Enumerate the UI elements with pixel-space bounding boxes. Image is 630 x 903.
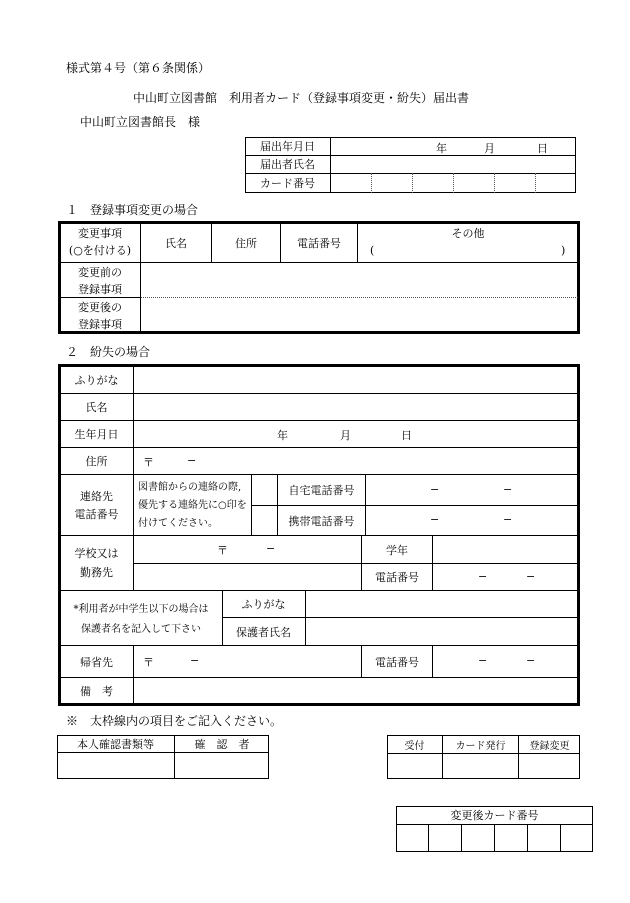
section2-heading: ２ 紛失の場合 bbox=[66, 345, 151, 359]
section1-heading: １ 登録事項変更の場合 bbox=[66, 203, 199, 217]
furigana-label: ふりがな bbox=[74, 373, 119, 387]
card-number-label: カード番号 bbox=[260, 177, 315, 190]
received-label: 受付 bbox=[404, 740, 425, 752]
id-doc-label: 本人確認書類等 bbox=[77, 737, 154, 751]
new-card-number-field[interactable] bbox=[397, 825, 592, 851]
applicant-name-field[interactable] bbox=[331, 156, 575, 172]
grade-field[interactable] bbox=[433, 536, 577, 562]
name-label: 届出者氏名 bbox=[260, 158, 315, 171]
day-label: 日 bbox=[537, 142, 548, 155]
birthdate-field[interactable] bbox=[134, 421, 577, 446]
mobile-phone-dash-2: − bbox=[503, 513, 513, 526]
contact-note-2: 優先する連絡先に○印を bbox=[138, 500, 247, 511]
before-field[interactable] bbox=[141, 263, 577, 296]
grade-label: 学年 bbox=[386, 543, 408, 557]
return-phone-dash-1: − bbox=[478, 654, 488, 667]
remarks-label: 備 考 bbox=[80, 685, 113, 698]
school-label-2: 勤務先 bbox=[80, 566, 113, 579]
before-label-2: 登録事項 bbox=[78, 282, 122, 296]
guardian-furigana-label: ふりがな bbox=[241, 598, 286, 611]
return-postal-dash: − bbox=[190, 654, 200, 667]
minor-note-2: 保護者名を記入して下さい bbox=[81, 623, 201, 635]
after-label-2: 登録事項 bbox=[78, 317, 122, 331]
date-label: 届出年月日 bbox=[260, 140, 315, 153]
postal-mark: 〒 bbox=[143, 456, 154, 469]
school-phone-label: 電話番号 bbox=[375, 571, 419, 584]
checker-label: 確 認 者 bbox=[194, 737, 250, 751]
guardian-name-label: 保護者氏名 bbox=[236, 625, 291, 639]
return-place-label: 帰省先 bbox=[80, 655, 113, 669]
card-issue-label: カード発行 bbox=[455, 740, 506, 752]
col-address[interactable]: 住所 bbox=[235, 236, 257, 250]
contact-label-2: 電話番号 bbox=[74, 508, 119, 521]
name-label: 氏名 bbox=[85, 401, 108, 414]
mobile-phone-dash-1: − bbox=[430, 513, 440, 526]
col-other[interactable]: その他 bbox=[451, 227, 485, 240]
home-phone-dash-1: − bbox=[430, 483, 440, 496]
addressee: 中山町立図書館長 様 bbox=[80, 115, 201, 129]
before-label: 変更前の bbox=[78, 265, 122, 279]
mobile-phone-priority-box[interactable] bbox=[252, 506, 276, 534]
birth-month: 月 bbox=[340, 429, 351, 442]
contact-note-1: 図書館からの連絡の際, bbox=[138, 482, 242, 493]
other-paren-close: ) bbox=[561, 244, 566, 257]
month-label: 月 bbox=[484, 142, 495, 155]
remarks-field[interactable] bbox=[134, 678, 577, 703]
form-title: 中山町立図書館 利用者カード（登録事項変更・紛失）届出書 bbox=[133, 91, 470, 105]
school-postal-dash: − bbox=[266, 542, 276, 555]
birth-year: 年 bbox=[277, 429, 288, 442]
furigana-field[interactable] bbox=[134, 367, 577, 392]
other-paren-open: ( bbox=[370, 244, 375, 257]
contact-label: 連絡先 bbox=[80, 490, 113, 503]
school-name-field[interactable] bbox=[134, 564, 360, 589]
guardian-name-field[interactable] bbox=[306, 618, 577, 644]
mobile-phone-label: 携帯電話番号 bbox=[288, 514, 355, 528]
contact-note-3: 付けてください。 bbox=[138, 518, 218, 529]
home-phone-field[interactable] bbox=[366, 475, 577, 504]
home-phone-dash-2: − bbox=[503, 483, 513, 496]
birthdate-label: 生年月日 bbox=[74, 428, 119, 441]
col-phone[interactable]: 電話番号 bbox=[297, 236, 341, 250]
fill-instruction: ※ 太枠線内の項目をご記入ください。 bbox=[66, 714, 283, 728]
school-label: 学校又は bbox=[74, 547, 119, 560]
card-number-field[interactable] bbox=[331, 174, 575, 192]
return-phone-dash-2: − bbox=[526, 654, 536, 667]
address-label: 住所 bbox=[85, 455, 108, 468]
home-phone-priority-box[interactable] bbox=[252, 475, 276, 504]
after-label: 変更後の bbox=[78, 300, 122, 314]
form-number: 様式第４号（第６条関係） bbox=[66, 61, 211, 75]
submission-date-field[interactable] bbox=[331, 138, 575, 154]
birth-day: 日 bbox=[401, 429, 412, 442]
guardian-furigana-field[interactable] bbox=[306, 591, 577, 616]
after-field[interactable] bbox=[141, 298, 577, 331]
return-phone-label: 電話番号 bbox=[375, 655, 419, 669]
mobile-phone-field[interactable] bbox=[366, 506, 577, 534]
change-item-note: (○を付ける) bbox=[68, 244, 132, 257]
school-phone-dash-2: − bbox=[526, 570, 536, 583]
new-card-label: 変更後カード番号 bbox=[450, 809, 539, 822]
return-postal-mark: 〒 bbox=[143, 656, 154, 669]
year-label: 年 bbox=[436, 142, 447, 155]
school-postal-mark: 〒 bbox=[217, 544, 228, 557]
postal-dash: − bbox=[187, 454, 197, 467]
change-item-label: 変更事項 bbox=[78, 227, 122, 240]
school-phone-dash-1: − bbox=[478, 570, 488, 583]
registration-change-label: 登録変更 bbox=[529, 740, 570, 752]
col-name[interactable]: 氏名 bbox=[165, 236, 187, 250]
name-field[interactable] bbox=[134, 394, 577, 419]
home-phone-label: 自宅電話番号 bbox=[288, 484, 355, 497]
address-field[interactable] bbox=[210, 448, 577, 473]
minor-note: *利用者が中学生以下の場合は bbox=[73, 603, 209, 615]
